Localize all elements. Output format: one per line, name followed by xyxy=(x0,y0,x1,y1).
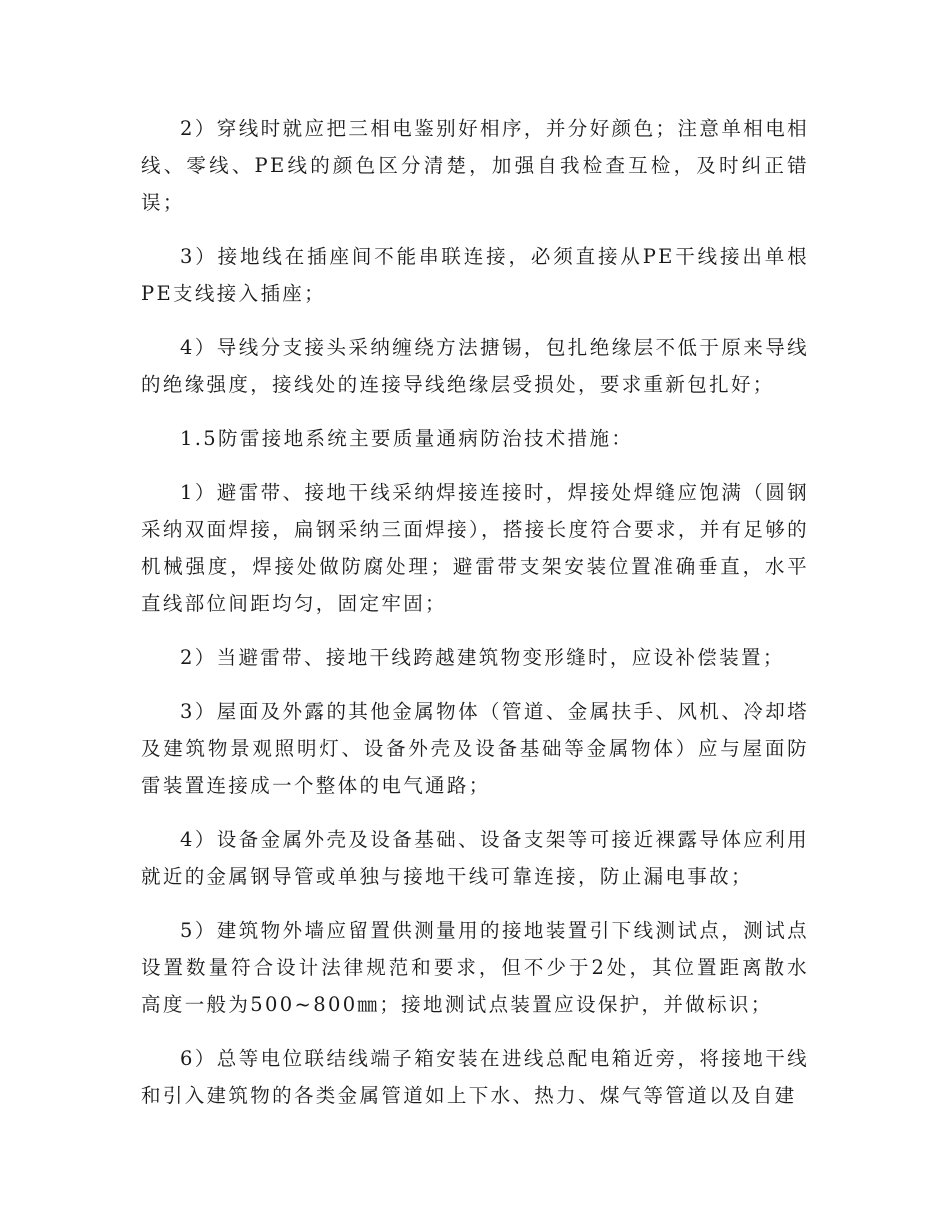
paragraph-equipment-grounding: 4）设备金属外壳及设备基础、设备支架等可接近裸露导体应利用就近的金属钢导管或单独与接地干线可靠连接，防止漏电事故； xyxy=(141,828,809,888)
paragraph-lightning-belt-welding: 1）避雷带、接地干线采纳焊接连接时，焊接处焊缝应饱满（圆钢采纳双面焊接，扁钢采纳三面焊接），搭接长度符合要求，并有足够的机械强度，焊接处做防腐处理；避雷带支架安装位置准确垂直，水平直线部位间距均匀，固定牢固； xyxy=(141,481,809,615)
paragraph-deformation-joint: 2）当避雷带、接地干线跨越建筑物变形缝时，应设补偿装置； xyxy=(180,646,785,669)
paragraph-wiring-phase: 2）穿线时就应把三相电鉴别好相序，并分好颜色；注意单相电相线、零线、PE线的颜色区分清楚，加强自我检查互检，及时纠正错误； xyxy=(141,117,809,214)
paragraph-equipotential-bonding: 6）总等电位联结线端子箱安装在进线总配电箱近旁，将接地干线和引入建筑物的各类金属管道如上下水、热力、煤气等管道以及自建 xyxy=(141,1047,809,1107)
section-heading-lightning-protection: 1.5防雷接地系统主要质量通病防治技术措施： xyxy=(180,427,634,450)
paragraph-roof-metal-objects: 3）屋面及外露的其他金属物体（管道、金属扶手、风机、冷却塔及建筑物景观照明灯、设备外壳及设备基础等金属物体）应与屋面防雷装置连接成一个整体的电气通路； xyxy=(141,700,809,797)
paragraph-test-points: 5）建筑物外墙应留置供测量用的接地装置引下线测试点，测试点设置数量符合设计法律规范和要求，但不少于2处，其位置距离散水高度一般为500~800㎜；接地测试点装置应设保护，并做标识； xyxy=(141,919,809,1016)
paragraph-wire-branch-joint: 4）导线分支接头采纳缠绕方法搪锡，包扎绝缘层不低于原来导线的绝缘强度，接线处的连接导线绝缘层受损处，要求重新包扎好； xyxy=(141,336,809,396)
document-body xyxy=(141,110,809,1131)
paragraph-ground-wire-socket: 3）接地线在插座间不能串联连接，必须直接从PE干线接出单根PE支线接入插座； xyxy=(141,245,809,305)
